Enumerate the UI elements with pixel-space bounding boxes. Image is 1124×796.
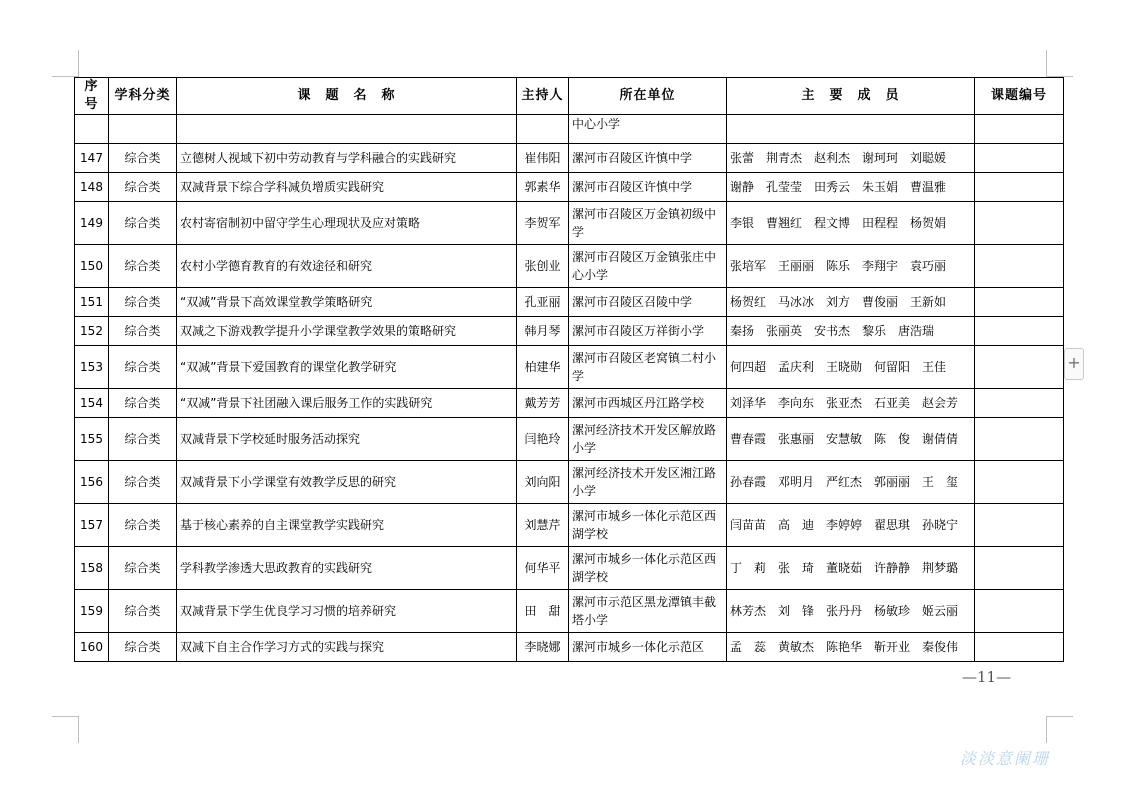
- cell-members: 曹春霞 张惠丽 安慧敏 陈 俊 谢倩倩: [727, 418, 975, 461]
- cell-host: 张创业: [517, 245, 569, 288]
- cell-host: 闫艳玲: [517, 418, 569, 461]
- cell-category: 综合类: [109, 389, 177, 418]
- cell-category: 综合类: [109, 144, 177, 173]
- cell-host: [517, 115, 569, 144]
- table-row: [75, 504, 1064, 547]
- cell-unit: 漯河市召陵区万祥街小学: [569, 317, 727, 346]
- cell-unit: 漯河市召陵区许慎中学: [569, 173, 727, 202]
- cell-no: 154: [75, 389, 109, 418]
- cell-code: [975, 202, 1064, 245]
- cell-title: 双减下自主合作学习方式的实践与探究: [177, 633, 517, 662]
- cell-code: [975, 504, 1064, 547]
- cell-members: [727, 115, 975, 144]
- corner-mark-top-left: [52, 50, 79, 77]
- table-row: [75, 144, 1064, 173]
- cell-code: [975, 590, 1064, 633]
- cell-no: 160: [75, 633, 109, 662]
- header-unit: 所在单位: [569, 78, 727, 115]
- table-row: [75, 633, 1064, 662]
- cell-host: 戴芳芳: [517, 389, 569, 418]
- cell-code: [975, 144, 1064, 173]
- cell-host: 刘慧芹: [517, 504, 569, 547]
- cell-no: 150: [75, 245, 109, 288]
- cell-unit: 中心小学: [569, 115, 727, 144]
- cell-no: 155: [75, 418, 109, 461]
- cell-title: 立德树人视域下初中劳动教育与学科融合的实践研究: [177, 144, 517, 173]
- cell-members: 张培军 王丽丽 陈乐 李翔宇 袁巧丽: [727, 245, 975, 288]
- cell-category: 综合类: [109, 346, 177, 389]
- cell-no: 159: [75, 590, 109, 633]
- cell-no: 151: [75, 288, 109, 317]
- cell-no: [75, 115, 109, 144]
- cell-unit: 漯河经济技术开发区湘江路小学: [569, 461, 727, 504]
- cell-no: 148: [75, 173, 109, 202]
- cell-unit: 漯河市召陵区召陵中学: [569, 288, 727, 317]
- cell-members: 刘泽华 李向东 张亚杰 石亚美 赵会芳: [727, 389, 975, 418]
- table-row: [75, 461, 1064, 504]
- cell-members: 张蕾 荆青杰 赵利杰 谢珂珂 刘聪媛: [727, 144, 975, 173]
- cell-no: 149: [75, 202, 109, 245]
- cell-category: 综合类: [109, 317, 177, 346]
- cell-members: 闫苗苗 高 迪 李婷婷 翟思琪 孙晓宁: [727, 504, 975, 547]
- cell-no: 156: [75, 461, 109, 504]
- cell-category: 综合类: [109, 245, 177, 288]
- cell-code: [975, 317, 1064, 346]
- cell-unit: 漯河市召陵区许慎中学: [569, 144, 727, 173]
- cell-unit: 漯河市召陵区老窝镇二村小学: [569, 346, 727, 389]
- cell-members: 李银 曹翘红 程文博 田程程 杨贺娟: [727, 202, 975, 245]
- cell-code: [975, 418, 1064, 461]
- cell-title: 双减背景下学校延时服务活动探究: [177, 418, 517, 461]
- header-category: 学科分类: [109, 78, 177, 115]
- cell-title: 农村寄宿制初中留守学生心理现状及应对策略: [177, 202, 517, 245]
- cell-code: [975, 633, 1064, 662]
- cell-unit: 漯河市城乡一体化示范区西湖学校: [569, 504, 727, 547]
- cell-host: 孔亚丽: [517, 288, 569, 317]
- cell-code: [975, 346, 1064, 389]
- cell-host: 李贺军: [517, 202, 569, 245]
- cell-code: [975, 115, 1064, 144]
- corner-mark-top-right: [1046, 50, 1073, 77]
- cell-members: 何四超 孟庆利 王晓勋 何留阳 王佳: [727, 346, 975, 389]
- table-row: [75, 590, 1064, 633]
- corner-mark-bottom-left: [52, 716, 79, 743]
- watermark-signature: 淡淡意阑珊: [960, 749, 1051, 768]
- page-number: —11—: [962, 668, 1012, 686]
- cell-members: 杨贺红 马冰冰 刘方 曹俊丽 王新如: [727, 288, 975, 317]
- corner-mark-bottom-right: [1046, 716, 1073, 743]
- cell-category: 综合类: [109, 202, 177, 245]
- cell-no: 158: [75, 547, 109, 590]
- table-row: [75, 547, 1064, 590]
- cell-no: 147: [75, 144, 109, 173]
- cell-title: 学科教学渗透大思政教育的实践研究: [177, 547, 517, 590]
- table-row: [75, 288, 1064, 317]
- cell-category: 综合类: [109, 504, 177, 547]
- research-topics-table: [74, 77, 1064, 662]
- table-row: [75, 115, 1064, 144]
- cell-unit: 漯河市城乡一体化示范区西湖学校: [569, 547, 727, 590]
- cell-host: 田 甜: [517, 590, 569, 633]
- cell-members: 林芳杰 刘 锋 张丹丹 杨敏珍 姬云丽: [727, 590, 975, 633]
- cell-unit: 漯河市西城区丹江路学校: [569, 389, 727, 418]
- cell-title: 基于核心素养的自主课堂教学实践研究: [177, 504, 517, 547]
- cell-title: 双减背景下综合学科减负增质实践研究: [177, 173, 517, 202]
- header-code: 课题编号: [975, 78, 1064, 115]
- cell-category: 综合类: [109, 173, 177, 202]
- cell-category: 综合类: [109, 461, 177, 504]
- cell-title: [177, 115, 517, 144]
- cell-title: “双减”背景下爱国教育的课堂化教学研究: [177, 346, 517, 389]
- cell-title: 双减背景下学生优良学习习惯的培养研究: [177, 590, 517, 633]
- table-row: [75, 389, 1064, 418]
- cell-members: 孙春霞 邓明月 严红杰 郭丽丽 王 玺: [727, 461, 975, 504]
- header-no: 序号: [75, 78, 109, 115]
- cell-unit: 漯河经济技术开发区解放路小学: [569, 418, 727, 461]
- cell-no: 152: [75, 317, 109, 346]
- table-row: [75, 202, 1064, 245]
- cell-members: 谢静 孔莹莹 田秀云 朱玉娟 曹温雅: [727, 173, 975, 202]
- cell-code: [975, 547, 1064, 590]
- cell-title: 农村小学德育教育的有效途径和研究: [177, 245, 517, 288]
- header-host: 主持人: [517, 78, 569, 115]
- table-header-row: [75, 78, 1064, 115]
- cell-host: 李晓娜: [517, 633, 569, 662]
- cell-code: [975, 389, 1064, 418]
- cell-category: 综合类: [109, 590, 177, 633]
- table-row: [75, 245, 1064, 288]
- cell-unit: 漯河市城乡一体化示范区: [569, 633, 727, 662]
- cell-code: [975, 288, 1064, 317]
- header-members: 主 要 成 员: [727, 78, 975, 115]
- cell-category: 综合类: [109, 418, 177, 461]
- cell-members: 孟 蕊 黄敏杰 陈艳华 靳开业 秦俊伟: [727, 633, 975, 662]
- table-row: [75, 173, 1064, 202]
- cell-title: “双减”背景下高效课堂教学策略研究: [177, 288, 517, 317]
- cell-code: [975, 245, 1064, 288]
- cell-title: 双减之下游戏教学提升小学课堂教学效果的策略研究: [177, 317, 517, 346]
- table-row: [75, 346, 1064, 389]
- cell-code: [975, 173, 1064, 202]
- table-row: [75, 317, 1064, 346]
- cell-host: 何华平: [517, 547, 569, 590]
- cell-unit: 漯河市示范区黑龙潭镇丰截塔小学: [569, 590, 727, 633]
- cell-members: 秦扬 张丽英 安书杰 黎乐 唐浩瑞: [727, 317, 975, 346]
- cell-no: 153: [75, 346, 109, 389]
- cell-unit: 漯河市召陵区万金镇张庄中心小学: [569, 245, 727, 288]
- cell-category: 综合类: [109, 633, 177, 662]
- cell-category: 综合类: [109, 288, 177, 317]
- cell-category: [109, 115, 177, 144]
- cell-host: 韩月琴: [517, 317, 569, 346]
- cell-code: [975, 461, 1064, 504]
- cell-members: 丁 莉 张 琦 董晓茹 许静静 荆梦璐: [727, 547, 975, 590]
- cell-no: 157: [75, 504, 109, 547]
- cell-unit: 漯河市召陵区万金镇初级中学: [569, 202, 727, 245]
- table-row: [75, 418, 1064, 461]
- expand-plus-button[interactable]: +: [1064, 348, 1084, 380]
- cell-host: 崔伟阳: [517, 144, 569, 173]
- cell-host: 刘向阳: [517, 461, 569, 504]
- cell-host: 郭素华: [517, 173, 569, 202]
- cell-host: 柏建华: [517, 346, 569, 389]
- cell-title: “双减”背景下社团融入课后服务工作的实践研究: [177, 389, 517, 418]
- header-title: 课 题 名 称: [177, 78, 517, 115]
- cell-category: 综合类: [109, 547, 177, 590]
- cell-title: 双减背景下小学课堂有效教学反思的研究: [177, 461, 517, 504]
